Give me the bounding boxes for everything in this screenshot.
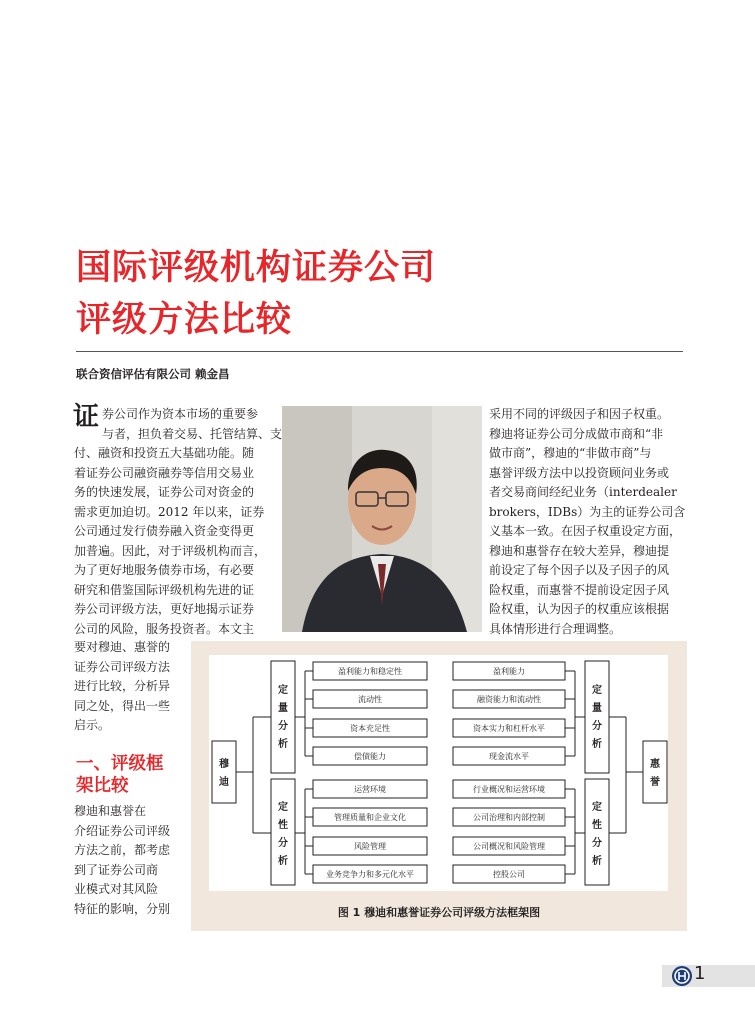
figure-right-quant-label: 析 — [592, 739, 602, 750]
dropcap: 证 — [73, 402, 100, 432]
figure-left-item: 业务竞争力和多元化水平 — [326, 870, 414, 879]
section-heading — [76, 753, 164, 797]
article-title-line2: 评级方法比较 — [76, 300, 293, 340]
figure-left-qual-label: 性 — [278, 820, 288, 831]
text-line: brokers，IDBs）为主的证券公司含 — [489, 504, 686, 519]
text-line: 启示。 — [74, 718, 111, 732]
figure-right-item: 现金流水平 — [489, 752, 529, 761]
text-line: 同之处，得出一些 — [74, 698, 171, 713]
title-divider — [76, 351, 683, 352]
text-line: 需求更加迫切。2012 年以来，证券 — [74, 504, 265, 519]
text-line: 具体情形进行合理调整。 — [489, 621, 622, 636]
figure-right-item: 公司概况和风险管理 — [473, 842, 545, 851]
figure-right-agency: 誉 — [650, 777, 660, 788]
text-line: 付、融资和投资五大基础功能。随 — [74, 446, 255, 460]
text-line: 穆迪和惠誉存在较大差异，穆迪提 — [489, 543, 670, 558]
figure-left-item: 偿债能力 — [354, 752, 386, 761]
text-line: 者交易商间经纪业务（interdealer — [489, 485, 677, 499]
text-line: 介绍证券公司评级 — [74, 823, 171, 838]
figure-right-qual-label: 定 — [592, 802, 602, 813]
text-line: 前设定了每个因子以及子因子的风 — [489, 563, 670, 577]
figure-right-quant-label: 分 — [592, 721, 602, 732]
text-line: 要对穆迪、惠誉的 — [74, 640, 171, 654]
figure-left-item: 运营环境 — [354, 785, 386, 794]
figure-left-quant-label: 分 — [278, 721, 288, 732]
text-line: 进行比较，分析异 — [74, 679, 171, 693]
page-number: 1 — [694, 963, 706, 984]
figure-right-qual-label: 分 — [592, 838, 602, 849]
body-column1-lower — [74, 802, 180, 919]
figure-left-item: 管理质量和企业文化 — [334, 813, 406, 822]
figure-right-item: 融资能力和流动性 — [477, 695, 541, 704]
figure-right-quant-label: 量 — [592, 703, 602, 714]
article-title-line1: 国际评级机构证券公司 — [76, 248, 437, 288]
text-line: 券公司作为资本市场的重要参 — [102, 407, 259, 421]
figure-right-item: 公司治理和内部控制 — [473, 813, 545, 822]
section-heading-line1: 一、评级框 — [76, 754, 164, 774]
figure-right-agency: 惠 — [650, 759, 660, 770]
figure-right-qual-label: 性 — [592, 820, 602, 831]
text-line: 穆迪和惠誉在 — [74, 804, 147, 818]
figure-panel — [209, 655, 668, 891]
text-line: 券公司评级方法，更好地揭示证券 — [74, 602, 255, 616]
body-column1-narrow — [74, 638, 184, 736]
body-column1 — [73, 402, 283, 639]
text-line: 公司通过发行债券融入资金变得更 — [74, 524, 255, 538]
figure-right-quant-label: 定 — [592, 685, 602, 696]
figure-right-qual-label: 析 — [592, 856, 602, 867]
portrait-image — [282, 406, 482, 632]
text-line: 穆迪将证券公司分成做市商和“非 — [489, 426, 664, 441]
text-line: 着证券公司融资融券等信用交易业 — [74, 465, 255, 480]
figure-left-item: 风险管理 — [354, 842, 386, 851]
text-line: 公司的风险，服务投资者。本文主 — [74, 621, 255, 636]
section-heading-line2: 架比较 — [76, 776, 129, 796]
author-photo — [282, 406, 482, 632]
figure-left-quant-label: 定 — [278, 685, 288, 696]
text-line: 险权重，认为因子的权重应该根据 — [489, 602, 670, 616]
figure-caption: 图 1 穆迪和惠誉证券公司评级方法框架图 — [337, 906, 541, 919]
text-line: 证券公司评级方法 — [74, 659, 171, 674]
text-line: 特征的影响，分别 — [74, 901, 171, 916]
publisher-logo-icon — [672, 966, 692, 986]
text-line: 采用不同的评级因子和因子权重。 — [489, 407, 670, 421]
text-line: 方法之前，都考虑 — [74, 843, 171, 857]
text-line: 与者，担负着交易、托管结算、支 — [102, 426, 283, 441]
column2-lines — [489, 405, 686, 639]
figure-right-item: 盈利能力 — [493, 667, 525, 676]
text-line: 险权重，而惠誉不提前设定因子风 — [489, 582, 670, 597]
figure-right-item: 控股公司 — [493, 870, 525, 879]
text-line: 惠誉评级方法中以投资顾问业务或 — [489, 465, 670, 480]
figure-left-item: 资本充足性 — [350, 724, 390, 733]
text-line: 务的快速发展，证券公司对资金的 — [74, 485, 255, 499]
framework-diagram — [209, 655, 668, 891]
text-line: 为了更好地服务债券市场，有必要 — [74, 563, 255, 577]
text-line: 到了证券公司商 — [74, 862, 159, 877]
text-line: 加普遍。因此，对于评级机构而言， — [74, 543, 267, 558]
figure-left-qual-label: 定 — [278, 802, 288, 813]
figure-left-quant-label: 析 — [278, 739, 288, 750]
author-line: 联合资信评估有限公司 赖金昌 — [76, 367, 230, 381]
figure-left-quant-label: 量 — [278, 703, 288, 714]
figure-left-qual-label: 分 — [278, 838, 288, 849]
figure-left-qual-label: 析 — [278, 856, 288, 867]
figure-left-agency: 迪 — [219, 777, 229, 788]
text-line: 义基本一致。在因子权重设定方面， — [489, 524, 682, 538]
text-line: 业模式对其风险 — [74, 882, 159, 896]
text-line: 研究和借鉴国际评级机构先进的证 — [74, 582, 255, 597]
column1-lines — [73, 402, 283, 639]
figure-left-agency: 穆 — [219, 759, 229, 770]
text-line: 做市商”，穆迪的“非做市商”与 — [489, 446, 652, 460]
figure-left-item: 流动性 — [358, 695, 382, 704]
body-column2 — [489, 405, 686, 639]
figure-right-item: 行业概况和运营环境 — [473, 785, 545, 794]
figure-left-item: 盈利能力和稳定性 — [338, 667, 402, 676]
figure-right-item: 资本实力和杠杆水平 — [473, 724, 545, 733]
